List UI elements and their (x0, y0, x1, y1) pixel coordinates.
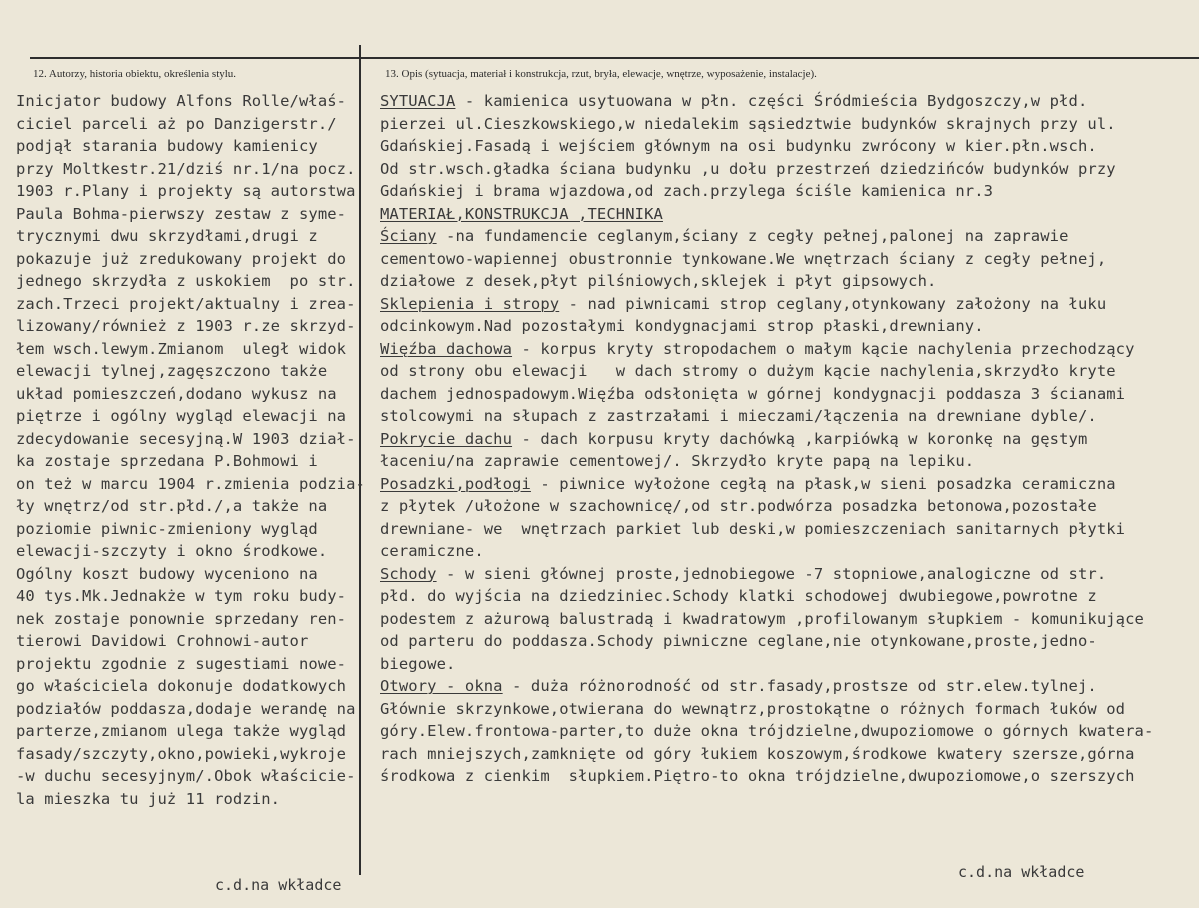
history-text-line: on też w marcu 1904 r.zmienia podzia- (16, 474, 365, 493)
history-text-line: fasady/szczyty,okno,powieki,wykroje (16, 744, 347, 763)
history-text-line: układ pomieszczeń,dodano wykusz na (16, 384, 337, 403)
description-text: -na fundamencie ceglanym,ściany z cegły pełnej,palonej na zaprawie (436, 227, 1069, 245)
history-text-line: la mieszka tu już 11 rodzin. (16, 789, 281, 808)
history-text-line: pokazuje już zredukowany projekt do (16, 249, 347, 268)
description-text: Gdańskiej.Fasadą i wejściem głównym na osi budynku zwrócony w kier.płn.wsch. (380, 137, 1097, 155)
description-text-line (380, 518, 1190, 541)
description-text-line (380, 630, 1190, 653)
description-text-line (380, 360, 1190, 383)
description-text: od parteru do poddasza.Schody piwniczne ceglane,nie otynkowane,proste,jedno- (380, 632, 1097, 650)
description-text-line (380, 743, 1190, 766)
history-text-line: podziałów poddasza,dodaje werandę na (16, 699, 356, 718)
description-text: - nad piwnicami strop ceglany,otynkowany założony na łuku (559, 294, 1107, 313)
history-text-line: elewacji-szczyty i okno środkowe. (16, 542, 328, 560)
history-text-line: ka zostaje sprzedana P.Bohmowi i (16, 452, 318, 470)
history-text-line: przy Moltkestr.21/dziś nr.1/na pocz. (16, 159, 356, 178)
description-text-line (380, 473, 1190, 496)
history-text-line: ły wnętrz/od str.płd./,a także na (16, 497, 328, 515)
description-text-line (380, 608, 1190, 631)
history-text-line: piętrze i ogólny wygląd elewacji na (16, 407, 347, 425)
description-text-line (380, 675, 1190, 698)
description-text: - korpus kryty stropodachem o małym kącie nachylenia przechodzący (512, 339, 1135, 358)
description-text-line (380, 495, 1190, 518)
description-text-line (380, 203, 1190, 226)
description-text-column (380, 90, 1190, 788)
description-text: - kamienica usytuowana w płn. części Śródmieścia Bydgoszczy,w płd. (455, 92, 1088, 110)
history-text-line: łem wsch.lewym.Zmianom uległ widok (16, 339, 347, 358)
section-subheading: Schody (380, 564, 437, 583)
description-text: Od str.wsch.gładka ściana budynku ,u dołu przestrzeń dziedzińców budynków przy (380, 159, 1116, 178)
description-text-line (380, 405, 1190, 428)
history-text-line: nek zostaje ponownie sprzedany ren- (16, 609, 347, 628)
history-text-line: trycznymi dwu skrzydłami,drugi z (16, 227, 318, 245)
description-text-line (380, 113, 1190, 136)
description-text-line (380, 315, 1190, 338)
description-text: od strony obu elewacji w dach stromy o dużym kącie nachylenia,skrzydło kryte (380, 362, 1116, 380)
description-text: - w sieni głównej proste,jednobiegowe -7 stopniowe,analogiczne od str. (436, 564, 1107, 583)
history-text-line: lizowany/również z 1903 r.ze skrzyd- (16, 317, 356, 335)
history-text-line: parterze,zmianom ulega także wygląd (16, 722, 347, 740)
continued-note-left: c.d.na wkładce (215, 876, 342, 894)
description-text: Gdańskiej i brama wjazdowa,od zach.przylega ściśle kamienica nr.3 (380, 182, 994, 200)
history-text-line: podjął starania budowy kamienicy (16, 137, 318, 155)
history-text-line: zdecydowanie secesyjną.W 1903 dział- (16, 429, 356, 448)
horizontal-rule (30, 57, 1199, 59)
description-text-line (380, 428, 1190, 451)
description-text-line (380, 653, 1190, 676)
description-text: działowe z desek,płyt pilśniowych,sklejek i płyt gipsowych. (380, 272, 937, 290)
description-text: dachem jednospadowym.Więźba odsłonięta w górnej kondygnacji poddasza 3 ścianami (380, 384, 1126, 403)
description-text: łaceniu/na zaprawie cementowej/. Skrzydło kryte papą na lepiku. (380, 452, 975, 470)
description-text-line (380, 563, 1190, 586)
description-text-line (380, 540, 1190, 563)
description-text-line (380, 225, 1190, 248)
description-text: z płytek /ułożone w szachownicę/,od str.podwórza posadzka betonowa,pozostałe (380, 497, 1097, 515)
description-text-line (380, 180, 1190, 203)
description-text-line (380, 90, 1190, 113)
description-text: cementowo-wapiennej obustronnie tynkowane.We wnętrzach ściany z cegły pełnej, (380, 249, 1107, 268)
description-text: biegowe. (380, 654, 456, 673)
description-text: drewniane- we wnętrzach parkiet lub deski,w pomieszczeniach sanitarnych płytki (380, 519, 1126, 538)
section-subheading: Pokrycie dachu (380, 429, 513, 448)
history-text-line: zach.Trzeci projekt/aktualny i zrea- (16, 294, 356, 313)
section-subheading: MATERIAŁ,KONSTRUKCJA ,TECHNIKA (380, 204, 663, 223)
description-text-line (380, 293, 1190, 316)
description-text: środkowa z cienkim słupkiem.Piętro-to okna trójdzielne,dwupoziomowe,o szerszych (380, 767, 1135, 785)
description-text: płd. do wyjścia na dziedziniec.Schody klatki schodowej dwubiegowe,powrotne z (380, 587, 1097, 605)
history-text-column (16, 90, 376, 810)
section-subheading: SYTUACJA (380, 92, 456, 110)
history-text-line: elewacji tylnej,zagęszczono także (16, 362, 328, 380)
description-text: pierzei ul.Cieszkowskiego,w niedalekim sąsiedztwie budynków skrajnych przy ul. (380, 114, 1116, 133)
history-text-line: -w duchu secesyjnym/.Obok właścicie- (16, 767, 356, 785)
section-12-header: 12. Autorzy, historia obiektu, określenia stylu. (33, 68, 237, 80)
description-text-line (380, 585, 1190, 608)
description-text: - piwnice wyłożone cegłą na płask,w sieni posadzka ceramiczna (530, 474, 1116, 493)
history-text-line: 40 tys.Mk.Jednakże w tym roku budy- (16, 587, 347, 605)
description-text-line (380, 450, 1190, 473)
description-text-line (380, 720, 1190, 743)
description-text-line (380, 698, 1190, 721)
history-text-line: Paula Bohma-pierwszy zestaw z syme- (16, 204, 347, 223)
section-subheading: Sklepienia i stropy (380, 294, 560, 313)
description-text: ceramiczne. (380, 542, 484, 560)
description-text: Głównie skrzynkowe,otwierana do wewnątrz,prostokątne o różnych formach łuków od (380, 699, 1126, 718)
history-text-line: tierowi Davidowi Crohnowi-autor (16, 632, 309, 650)
description-text: podestem z ażurową balustradą i kwadratowym ,profilowanym słupkiem - komunikujące (380, 609, 1144, 628)
history-text-line: jednego skrzydła z uskokiem po str. (16, 272, 356, 290)
section-subheading: Ściany (380, 227, 437, 245)
description-text: odcinkowym.Nad pozostałymi kondygnacjami strop płaski,drewniany. (380, 317, 984, 335)
description-text: - duża różnorodność od str.fasady,prostsze od str.elew.tylnej. (502, 677, 1097, 695)
history-text-line: ciciel parceli aż po Danzigerstr./ (16, 114, 337, 133)
history-text-line: Ogólny koszt budowy wyceniono na (16, 564, 318, 583)
description-text-line (380, 338, 1190, 361)
section-subheading: Posadzki,podłogi (380, 474, 531, 493)
description-text: stolcowymi na słupach z zastrzałami i mieczami/łączenia na drewniane dyble/. (380, 407, 1097, 425)
description-text: rach mniejszych,zamknięte od góry łukiem koszowym,środkowe kwatery szersze,górna (380, 744, 1135, 763)
section-subheading: Więźba dachowa (380, 339, 513, 358)
history-text-line: Inicjator budowy Alfons Rolle/właś- (16, 92, 347, 110)
continued-note-right: c.d.na wkładce (958, 863, 1085, 881)
history-text-line: go właściciela dokonuje dodatkowych (16, 677, 347, 695)
description-text-line (380, 270, 1190, 293)
section-subheading: Otwory - okna (380, 677, 503, 695)
description-text-line (380, 383, 1190, 406)
history-text-line: 1903 r.Plany i projekty są autorstwa (16, 182, 356, 200)
description-text-line (380, 765, 1190, 788)
description-text: - dach korpusu kryty dachówką ,karpiówką w koronkę na gęstym (512, 429, 1088, 448)
description-text-line (380, 135, 1190, 158)
section-13-header: 13. Opis (sytuacja, materiał i konstrukcja, rzut, bryła, elewacje, wnętrze, wyposażenie, instalacje). (385, 68, 817, 80)
description-text: góry.Elew.frontowa-parter,to duże okna trójdzielne,dwupoziomowe o górnych kwatera- (380, 722, 1154, 740)
description-text-line (380, 158, 1190, 181)
history-text-line: poziomie piwnic-zmieniony wygląd (16, 519, 318, 538)
description-text-line (380, 248, 1190, 271)
history-text-line: projektu zgodnie z sugestiami nowe- (16, 654, 347, 673)
